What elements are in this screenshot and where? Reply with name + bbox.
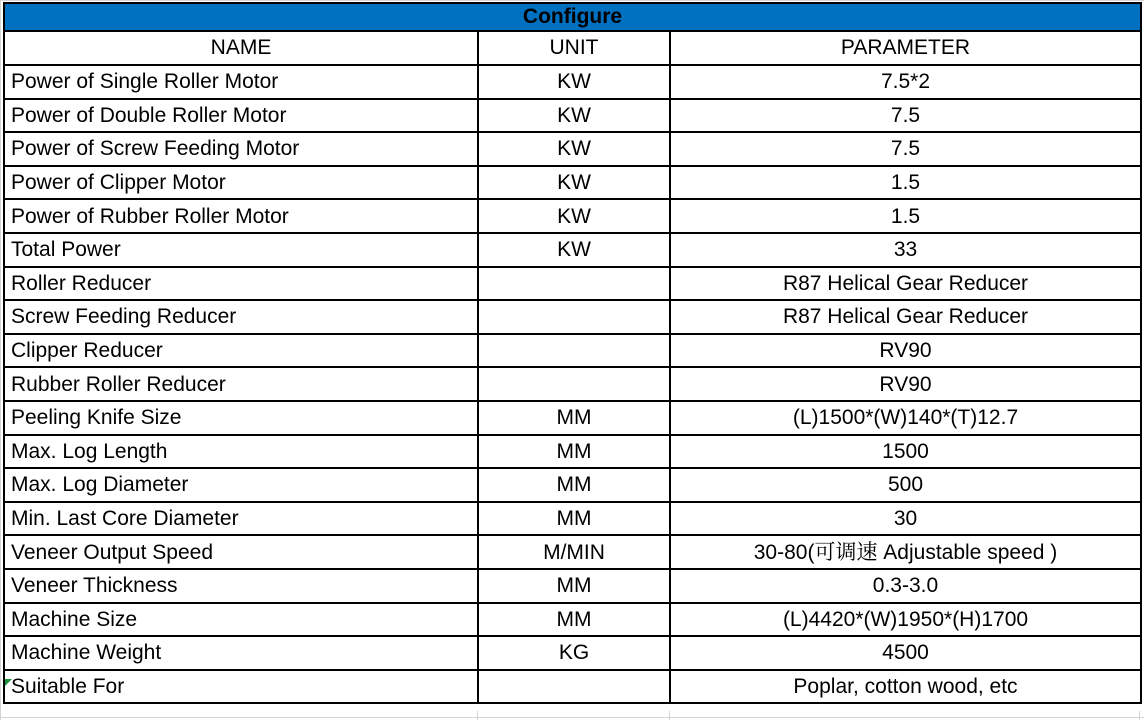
cell-parameter: R87 Helical Gear Reducer — [670, 267, 1141, 301]
cell-unit: MM — [478, 468, 670, 502]
cell-name: Total Power — [4, 233, 478, 267]
gridline-extension-col3 — [1139, 711, 1140, 720]
cell-parameter: RV90 — [670, 367, 1141, 401]
cell-parameter: 1.5 — [670, 199, 1141, 233]
column-header-unit: UNIT — [478, 31, 670, 65]
gridline-extension-bottom — [0, 717, 1144, 718]
cell-parameter: 1.5 — [670, 166, 1141, 200]
cell-name: Suitable For — [4, 670, 478, 704]
cell-parameter: 7.5*2 — [670, 65, 1141, 99]
cell-parameter: R87 Helical Gear Reducer — [670, 300, 1141, 334]
cell-unit: KW — [478, 132, 670, 166]
cell-unit: KW — [478, 199, 670, 233]
table-row — [4, 468, 1141, 502]
gridline-extension-col1 — [477, 711, 478, 720]
cell-unit: KW — [478, 99, 670, 133]
table-row — [4, 334, 1141, 368]
table-row — [4, 300, 1141, 334]
cell-name: Power of Single Roller Motor — [4, 65, 478, 99]
cell-name: Rubber Roller Reducer — [4, 367, 478, 401]
table-row — [4, 535, 1141, 569]
cell-name: Max. Log Length — [4, 435, 478, 469]
table-row — [4, 99, 1141, 133]
cell-name: Power of Clipper Motor — [4, 166, 478, 200]
cell-unit: KW — [478, 233, 670, 267]
table-title-row — [4, 3, 1141, 31]
table-row — [4, 603, 1141, 637]
cell-parameter: 30-80(可调速 Adjustable speed ) — [670, 535, 1141, 569]
cell-unit: MM — [478, 401, 670, 435]
cell-name: Peeling Knife Size — [4, 401, 478, 435]
cell-unit — [478, 334, 670, 368]
column-header-parameter: PARAMETER — [670, 31, 1141, 65]
cell-name: Machine Weight — [4, 636, 478, 670]
cell-parameter: 0.3-3.0 — [670, 569, 1141, 603]
cell-parameter: (L)1500*(W)140*(T)12.7 — [670, 401, 1141, 435]
cell-unit: KW — [478, 166, 670, 200]
excel-error-indicator-triangle — [5, 679, 12, 686]
table-row — [4, 401, 1141, 435]
gridline-extension-col2 — [669, 711, 670, 720]
table-row — [4, 199, 1141, 233]
cell-unit: MM — [478, 569, 670, 603]
cell-parameter: Poplar, cotton wood, etc — [670, 670, 1141, 704]
table-row — [4, 569, 1141, 603]
cell-name: Machine Size — [4, 603, 478, 637]
cell-name: Min. Last Core Diameter — [4, 502, 478, 536]
configure-spec-table — [3, 2, 1142, 704]
cell-unit: MM — [478, 603, 670, 637]
table-title: Configure — [4, 3, 1141, 31]
table-row — [4, 502, 1141, 536]
cell-unit: MM — [478, 435, 670, 469]
table-row — [4, 435, 1141, 469]
gridline-left — [0, 0, 1, 720]
table-row — [4, 670, 1141, 704]
cell-unit — [478, 300, 670, 334]
column-header-name: NAME — [4, 31, 478, 65]
cell-name: Max. Log Diameter — [4, 468, 478, 502]
cell-name: Power of Rubber Roller Motor — [4, 199, 478, 233]
cell-name: Screw Feeding Reducer — [4, 300, 478, 334]
cell-unit: KW — [478, 65, 670, 99]
table-row — [4, 267, 1141, 301]
table-row — [4, 233, 1141, 267]
table-row — [4, 65, 1141, 99]
cell-parameter: 7.5 — [670, 99, 1141, 133]
cell-unit — [478, 267, 670, 301]
cell-unit — [478, 670, 670, 704]
cell-name: Power of Double Roller Motor — [4, 99, 478, 133]
cell-name: Power of Screw Feeding Motor — [4, 132, 478, 166]
cell-parameter: 33 — [670, 233, 1141, 267]
cell-parameter: RV90 — [670, 334, 1141, 368]
cell-parameter: 500 — [670, 468, 1141, 502]
cell-parameter: (L)4420*(W)1950*(H)1700 — [670, 603, 1141, 637]
table-row — [4, 166, 1141, 200]
cell-unit — [478, 367, 670, 401]
cell-unit: MM — [478, 502, 670, 536]
cell-parameter: 7.5 — [670, 132, 1141, 166]
table-row — [4, 367, 1141, 401]
table-row — [4, 132, 1141, 166]
cell-name: Veneer Output Speed — [4, 535, 478, 569]
cell-unit: KG — [478, 636, 670, 670]
gridline-top — [0, 0, 1144, 1]
cell-name: Roller Reducer — [4, 267, 478, 301]
cell-name: Clipper Reducer — [4, 334, 478, 368]
cell-parameter: 4500 — [670, 636, 1141, 670]
table-row — [4, 636, 1141, 670]
cell-parameter: 30 — [670, 502, 1141, 536]
cell-name: Veneer Thickness — [4, 569, 478, 603]
cell-unit: M/MIN — [478, 535, 670, 569]
column-header-row — [4, 31, 1141, 65]
cell-parameter: 1500 — [670, 435, 1141, 469]
